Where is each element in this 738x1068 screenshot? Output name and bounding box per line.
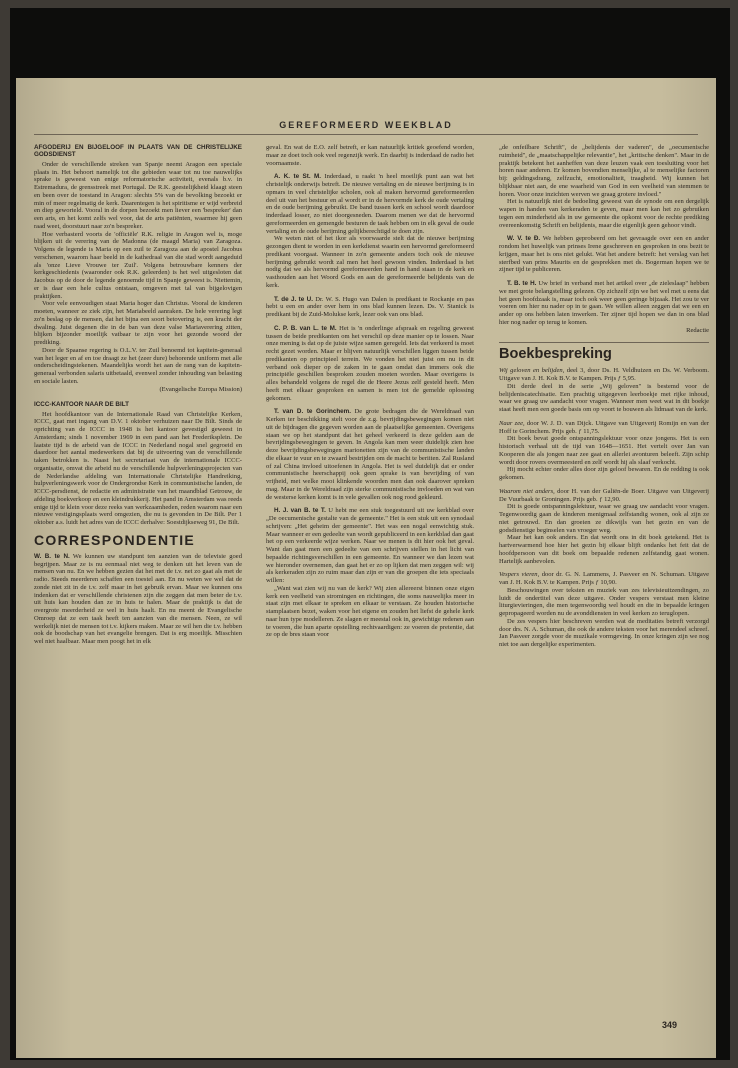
paragraph: De zes vespers hier beschreven werden wat de meditaties betreft verzorgd door drs. N. A. Schuman, die ook de andere teksten voor het merendeel schreef. Jan Pasveer zorgde voor de muzikale vormgeving. In onze kringen zijn we nog niet toe aan dergelijke experimenten. xyxy=(499,617,709,648)
letter-addressee: T. B. te H. xyxy=(507,280,537,287)
paragraph: Het is natuurlijk niet de bedoeling geweest van de synode om een dergelijk wapen in handen van kerkeraden te geven, maar men kan het zo gebruiken tegen een minderheid als in uw gemeente die opkomt voor de rechte prediking overeenkomstig Schrift en belijdenis, maar die eigenlijk geen gehoor vindt. xyxy=(499,198,709,229)
paragraph xyxy=(266,408,474,501)
column-1 xyxy=(34,144,242,1044)
book-title: Waarom niet anders, xyxy=(499,487,555,495)
book-meta: door dr. G. N. Lammens, J. Pasveer en N. Schuman. Uitgave van J. H. Kok B.V. te Kampen. Prijs ƒ 10,90. xyxy=(499,571,709,586)
paragraph: „Want wat zien wij nu van de kerk? Wij zien allereerst binnen onze eigen kerk een veelheid van stromingen en richtingen, die soms nauwelijks meer in staat zijn met elkaar te spreken en elkaar te verstaan. Ze houden historische stamplaatsen bezet, waken voor het eigene en zouden het liefst de gehele kerk naar hun type modelleren. Ze slagen er meestal ook in, gewichtige redenen aan te voeren, die hun aparte opstelling rechtvaardigen: ze voeren de pretentie, dat ze op de bres staan voor xyxy=(266,584,474,639)
book-title: Naar zee, xyxy=(499,419,525,427)
paragraph xyxy=(266,296,474,319)
section-heading-correspondentie: CORRESPONDENTIE xyxy=(34,531,196,548)
paragraph xyxy=(499,280,709,327)
book-entry xyxy=(499,488,709,504)
running-head: GEREFORMEERD WEEKBLAD xyxy=(279,120,453,130)
paragraph: Maar het kan ook anders. En dat wordt ons in dit boek getekend. Het is hartverwarmend hoe hier het gezin bij elkaar blijft ondanks het feit dat de hoofdpersoon van dit boek om bepaalde redenen zelfstandig gaat wonen. Hartelijk aanbevolen. xyxy=(499,534,709,565)
paragraph: Hij mocht echter onder alles door zijn geloof bewaren. En de redding is ook gekomen. xyxy=(499,466,709,481)
paragraph: We weten niet of het ikor als voorwaarde stelt dat de nieuwe berijming gezongen dient te worden in een kerkdienst waarin een hervormd gereformeerd predikant voorgaat. Wanneer in zo'n gemeente anders toch ook de nieuwe berijming gebruikt wordt zal men het heel gewoon vinden. Inderdaad is het nodig dat we als hervormd gereformeerden hand in hand staan in de kerk en vasthouden aan het Woord Gods en aan de gereformeerde belijdenis van de kerk. xyxy=(266,235,474,289)
letter-text: We kunnen uw standpunt ten aanzien van de televisie goed begrijpen. Maar ze is nu eenmaal niet weg te denken uit het leven van de mensen van nu. En we hebben gezien dat het met de t.v. net zo gaat als met de radio. Steeds meerderen schaffen een toestel aan. En nu weten we wel dat de zonde niet zit in de t.v. zelf maar in het gebruik ervan. Maar we kunnen ons indenken dat er verschillende christenen zijn die zeggen dat men beter de t.v. uit huis kan houden dan ze in huis te halen. Maar de praktijk is dat de overgrote meerderheid ze wel in huis haalt. En nu meent de Evangelische Omroep dat ze een taak heeft ten aanzien van die mensen. Neen, ze wil werkelijk niet de mensen tot t.v. kijkers maken. Maar ze wil hen die t.v. hebben ook de boodschap van het evangelie brengen. Dat is erg moeilijk. Misschien wel niet haalbaar. Maar men poogt het in elk xyxy=(34,552,242,646)
book-meta: deel 3, door Ds. H. Veldhuizen en Ds. W. Verboom. Uitgave van J. H. Kok B.V. te Kampen. Prijs ƒ 5,95. xyxy=(499,367,709,382)
paragraph xyxy=(266,507,474,585)
book-entry xyxy=(499,420,709,436)
paragraph: „de onfeilbare Schrift", de „belijdenis der vaderen", de „oecumenische ruimheid", de „maatschappelijke relevantie", het „kritische denken". Maar in de praktijk betekent het aanheffen van deze leuzen vaak een toesluiting voor het horen naar anderen. Er komen bovendien menselijke, al te menselijke factoren bij: geldingsdrang, zelfzucht, emotionaliteit, traagheid. Wij kunnen het blijkbaar niet aan, de ene waarheid van God in een veelheid van stemmen te horen. Voor onze inzichten werven we graag grotere invloed." xyxy=(499,144,709,198)
book-meta: door H. van der Galiën-de Boer. Uitgave van Uitgeverij De Vuurbaak te Groningen. Prijs geb. ƒ 12,90. xyxy=(499,487,709,503)
header-rule xyxy=(34,134,698,135)
paragraph: Dit is goede ontspanningslektuur, waar we graag uw aandacht voor vragen. Tegenwoordig gaan de kinderen menigmaal zelfstandig wonen, ook al zijn ze niet getrouwd. En dan groeien ze dikwijls van het gezin en van de godsdienstige beginselen van vroeger weg. xyxy=(499,503,709,534)
redactie-signature: Redactie xyxy=(686,326,709,334)
column-3 xyxy=(499,144,709,1044)
article-signature: (Evangelische Europa Mission) xyxy=(159,385,242,393)
letter-addressee: C. P. B. van L. te M. xyxy=(274,324,337,332)
paragraph xyxy=(499,235,709,274)
scanned-page xyxy=(10,8,730,1060)
paragraph: Dit derde deel in de serie „Wij geloven" is bestemd voor de belijdeniscatechisatie. Een prachtig uitgegeven leerboekje met rijke inhoud, waar we graag uw aandacht voor vragen. Wanneer men weet wat in dit boekje staat heeft men een goede basis om op voort te bouwen als lidmaat van de kerk. xyxy=(499,382,709,413)
letter-text: Dr. W. S. Hugo van Dalen is predikant te Rockanje en pas hebt u een en ander over hem in ons blad kunnen lezen. Ds. V. Stanick is predikant bij de Zuid-Molukse kerk, lezer ook van ons blad. xyxy=(266,295,474,318)
letter-text: Uw brief in verband met het artikel over „de zieleslaap" hebben we met grote belangstelling gelezen. Op zichzelf zijn we het wel met u eens dat het geen hoofdzaak is, maar toch ook weer geen geringe bijzaak. Het zou te ver voeren om hier nu nader op in te gaan. We willen alleen zeggen dat we een en ander op ons hebben laten inwerken. Ter zijner tijd hopen we dan in ons blad hier nog nader op terug te komen. xyxy=(499,280,709,326)
letter-addressee: T. van D. te Gorinchem. xyxy=(274,408,352,416)
letter-text: De grote bedragen die de Wereldraad van Kerken ter beschikking stelt voor de z.g. bevrijdingsbewegingen komen niet uit de bijdragen die gegeven worden aan de plaatselijke gemeenten. Overigens staan we op het standpunt dat het geheel verkeerd is deze gelden aan de bevrijdingsbewegingen te geven. In Angola kan men weer duidelijk zien hoe deze bevrijdingsbewegingen marionetten zijn van de communistische landen die elkaar te vuur en te zwaard bestrijden om de macht te beriiten. Zal Rusland of zal China invloed uitoefenen in Angola. Het is wel duidelijk dat er onder communistische heerschappij ook geen sprake is van bevrijding of van vrijheid, met welke mooi klinkende woorden men dan ook daarover spreken mag. Maar in de Wereldraad zijn sterke communistische invloeden en wat van de westerse kerken komt is in vele gevallen ook nog rood gekleurd. xyxy=(266,408,474,501)
page-number: 349 xyxy=(662,1020,678,1030)
paragraph: Door de Spaanse regering is O.L.V. ter Zuil benoemd tot kapitein-generaal van het leger en af en toe draagt ze het (zeer dure) behorende uniform met alle onderscheidingstekenen. Maandelijks wordt het aan de rang van de kapitein-generaal verbonden salaris uitbetaald, evenwel zonder inhouding van belasting en sociale lasten. xyxy=(34,346,242,385)
paragraph: Voor vele eenvoudigen staat Maria hoger dan Christus. Vooral de kinderen moeten, wanneer ze ziek zijn, het Mariabeeld aanraken. De hele verering legt zo'n beslag op de mensen, dat het bijna een soort betovering is, een kracht der dwaling. Juist degenen die in de ban van deze valse Mariaverering zitten, blijken bijzonder moeilijk vatbaar te zijn voor het gezonde woord der prediking. xyxy=(34,300,242,347)
letter-addressee: T. de J. te U. xyxy=(274,295,313,303)
paragraph: Het hoofdkantoor van de Internationale Raad van Christelijke Kerken, ICCC, gaat met ingang van D.V. 1 oktober verhuizen naar De Bilt. Sinds de oprichting van de ICCC in 1948 is het kantoor gevestigd geweest in Amsterdam; sinds 1 november 1969 in een pand aan het Frederiksplein. De laatste tijd is de arbeid van de ICCC in Nederland nogal snel gegroeid en daardoor het aantal medewerkers dat bij de uitvoering van de verschillende taken betrokken is. Naast het secretariaat van de internationale ICCC-organisatie, omvat die arbeid nu de verschillende hulpverleningsprojecten van de Nederlandse afdeling van Internationale Christelijke Handreiking, hulpverleningswerk voor de Ondergrondse Kerk in communistische landen, de ICCC-persdienst, de redactie en administratie van het maandblad Getrouw, de afdeling boekverkoop en een kleindrukkerij. Het pand in Amsterdam was reeds enige tijd te klein voor deze reeks van werkzaamheden, reden waarom naar een nieuwe vestigingsplaats werd omgezien, die nu is gevonden in De Bilt. Per 1 oktober a.s. luidt het adres van de ICCC derhalve: Soestdijkseweg 91, De Bilt. xyxy=(34,410,242,527)
letter-addressee: W. V. te Ð. xyxy=(507,235,541,243)
letter-addressee: W. B. te N. xyxy=(34,552,70,560)
paragraph xyxy=(34,553,242,646)
article-title: AFGODERIJ EN BIJGELOOF IN PLAATS VAN DE CHRISTELIJKE GODSDIENST xyxy=(34,144,242,159)
book-title: Vespers vieren, xyxy=(499,571,540,579)
paragraph: Beschouwingen over teksten en muziek van zes televisieuitzendingen, zo luidt de ondertitel van deze uitgave. Onder vespers verstaat men kleine liturgievieringen, die men tegenwoordig wel houdt en die in bepaalde kringen gepropageerd worden nu de avonddiensten in veel kerken zo teruglopen. xyxy=(499,586,709,617)
book-meta: door W. J. D. van Dijck. Uitgave van Uitgeverij Romijn en van der Hoff te Gorinchem. Prijs geb. ƒ 11,75. xyxy=(499,419,709,435)
paragraph: geval. En wat de E.O. zelf betreft, er kan natuurlijk kritiek geoefend worden, maar ze doet toch ook veel regenzijk werk. En daarbij is inderdaad de radio het voornaamste. xyxy=(266,144,474,167)
book-title: Wij geloven en belijden, xyxy=(499,367,565,375)
paragraph: Hoe verbasterd voorts de 'officiële' R.K. religie in Aragon wel is, moge blijken uit de verering van de Madonna (de maagd Maria) van Zaragoza. Volgens de legende is Maria op een zuil te Zaragoza aan de apostel Jacobus verschenen, waarom haar beeld in de kathedraal van die stad wordt aangeduid als 'onze Lieve Vrouwe ter Zuil'. Volgens betrouwbare kenners der kerkgeschiedenis (waaronder ook R.K. geleerden) is het wel uitgesloten dat Jacobus op de door de legende genoemde tijd in Spanje geweest is. Niettemin, er is daar een hele cultus ontstaan, omgeven met tal van bijgelovigen praktijken. xyxy=(34,230,242,300)
column-2 xyxy=(266,144,474,1044)
book-entry xyxy=(499,367,709,383)
letter-addressee: A. K. te St. M. xyxy=(274,173,322,181)
paragraph: Onder de verschillende streken van Spanje neemt Aragon een speciale plaats in. Het behoort namelijk tot die gebieden waar tot nu toe nauwelijks sprake is geweest van enige reformatorische activiteit, evenals b.v. in Estremadura, de grensstreek met Portugal. De R.K. geestelijkheid klaagt steen en been over de toestand in Aragon: slechts 5% van de bevolking bezoekt er min of meer regelmatig de kerk. Daarentegen is het spiritisme er wijd verbreid en diep geworteld. Vooral in de dorpen bezoekt men liever een 'bespreker' dan een arts, en het komt zelfs wel voor, dat de arts patiënten, waarmee hij geen raad weet, doorstuurt naar zo'n bespreker. xyxy=(34,160,242,230)
paragraph: Dit boek bevat goede ontspanningslektuur voor onze jongens. Het is een historisch verhaal uit de tijd van 1648—1651. Het vertelt over Jan van Kooperen die als jongen naar zee gaat en allerlei avonturen beleeft. Zijn schip wordt door rovers overmeesterd en zelf wordt hij als slaaf verkocht. xyxy=(499,435,709,466)
book-entry xyxy=(499,571,709,587)
letter-addressee: H. J. van B. te T. xyxy=(274,507,326,515)
letter-text: U hebt me een stuk toegestuurd uit uw kerkblad over „De oecumenische gestalte van de gemeente." Het is een stuk uit een synodaal schrijven: „Het geheim der gemeente". Het was een nogal eenwichtig stuk. Maar wanneer er een gedeelte van wordt gepubliceerd in een kerkblad dan gaat het op een verkeerde wijze werken. Naar we menen is dit hier ook het geval. Want dan gaat men een gedeelte van een schrijven stellen in het licht van bepaalde richtingsverschillen in een gemeente. En wanneer we dan lezen wat we hieronder overnemen, dan gaat het er zo op lijken dat men zeggen wil: wij als kerkeraden zijn zo ruim maar dan zijn er van die groepen die iets speciaals willen: xyxy=(266,507,474,584)
paragraph xyxy=(266,173,474,235)
section-heading-boekbespreking: Boekbespreking xyxy=(499,342,709,362)
letter-text: Het is 'n onderlinge afspraak en regeling geweest tussen de beide predikanten om het verschil op deze manier op te lossen. Naar onze mening is dat op de juiste wijze samen geregeld. Iets dat verkeerd is moet recht gezet worden. Maar er blijven natuurlijk verschillen liggen tussen beide predikanten op principieel terrein. We vonden het niet juist om nu in dit verband ook dieper op de zaken in te gaan omdat dan immers ook die principiële geschillen besproken zouden moeten worden. Maar overigens is alles behandeld volgens de regel die de Heere Jezus zelf gesteld heeft. Men heeft met elkaar gesproken en samen is men tot de gemelde oplossing gekomen. xyxy=(266,324,474,402)
article-title: ICCC-KANTOOR NAAR DE BILT xyxy=(34,401,129,409)
letter-text: Inderdaad, u raakt 'n heel moeilijk punt aan wat het christelijk onderwijs betreft. De nieuwe vertaling en de nieuwe berijming is in opmars in veel christelijke scholen, ook al maken hervormd gereformeerden deel uit van het bestuur en al wordt er in de hervormde kerk de oude vertaling en de oude berijming gebruikt. De band tussen kerk en school wordt daardoor inderdaad losser, zo niet doorgesneden. Daarom menen we dat de hervormd gereformeerden en gemengde besturen de taak hebben om in elk geval de oude vertaling en de oude berijming gelijkberechtigd te doen zijn. xyxy=(266,173,474,235)
newspaper-page xyxy=(16,78,716,1058)
paragraph xyxy=(266,325,474,403)
letter-text: We hebben geprobeerd om het gevraagde over een en ander rondom het huwelijk van prinses Irene geschreven en gesproken in ons bezit te krijgen, maar het is ons niet gelukt. Wat het andere betreft: het verslag van het sterfbed van prins Maurits en de gesprekken met ds. Bogerman hopen we te zijner tijd te publiceren. xyxy=(499,235,709,274)
